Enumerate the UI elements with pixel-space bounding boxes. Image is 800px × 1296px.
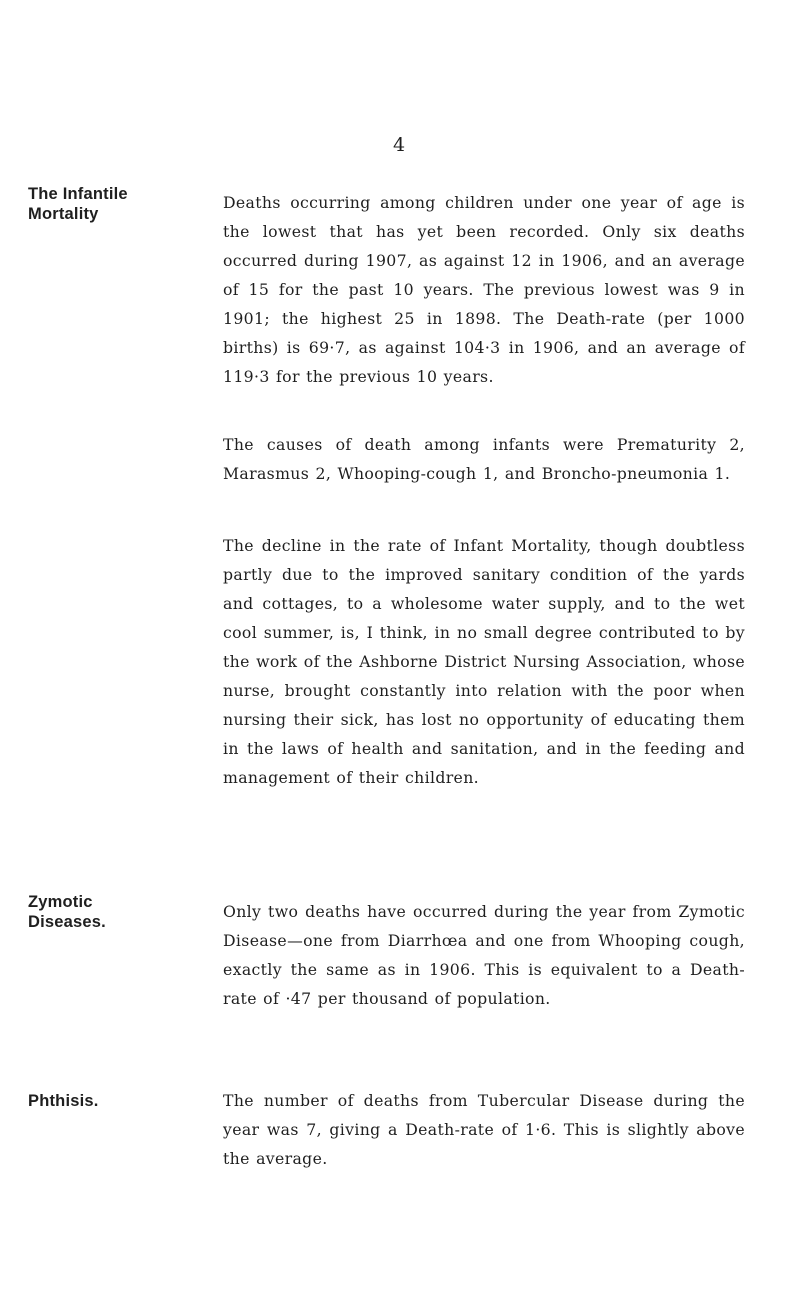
side-heading-line: Phthisis.: [28, 1092, 99, 1110]
paragraph-text: The causes of death among infants were Prematurity 2, Marasmus 2, Whooping-cough 1, and Broncho-pneumonia 1.: [223, 435, 745, 483]
paragraph-zymotic-deaths: [173, 897, 745, 1013]
side-heading-infantile-mortality: [28, 184, 158, 224]
paragraph-text: The decline in the rate of Infant Mortality, though doubtless partly due to the improved sanitary condition of the yards and cottages, to a wholesome water supply, and to the wet cool summer, is, I think, in no small degree contributed to by the work of the Ashborne District Nursing Association, whose nurse, brought constantly into relation with the poor when nursing their sick, has lost no opportunity of educating them in the laws of health and sanitation, and in the feeding and management of their children.: [223, 536, 745, 787]
paragraph-phthisis-deaths: [173, 1086, 745, 1173]
paragraph-text: Only two deaths have occurred during the year from Zymotic Disease—one from Diarrhœa and one from Whooping cough, exactly the same as in 1906. This is equivalent to a Death-rate of ·47 per thousand of population.: [223, 902, 745, 1008]
paragraph-infantile-deaths: [173, 188, 745, 391]
side-heading-zymotic-diseases: [28, 892, 158, 932]
side-heading-line: The Infantile: [28, 185, 128, 203]
paragraph-decline-in-mortality: [173, 531, 745, 792]
paragraph-text: Deaths occurring among children under one year of age is the lowest that has yet been recorded. Only six deaths occurred during 1907, as against 12 in 1906, and an average of 15 for the past 10 years. The previous lowest was 9 in 1901; the highest 25 in 1898. The Death-rate (per 1000 births) is 69·7, as against 104·3 in 1906, and an average of 119·3 for the previous 10 years.: [223, 193, 745, 386]
side-heading-line: Diseases.: [28, 913, 106, 931]
side-heading-line: Mortality: [28, 205, 99, 223]
side-heading-line: Zymotic: [28, 893, 93, 911]
paragraph-text: The number of deaths from Tubercular Disease during the year was 7, giving a Death-rate of 1·6. This is slightly above the average.: [223, 1091, 745, 1168]
paragraph-causes-of-death: [173, 430, 745, 488]
page-number: 4: [393, 134, 406, 156]
side-heading-phthisis: [28, 1091, 158, 1111]
